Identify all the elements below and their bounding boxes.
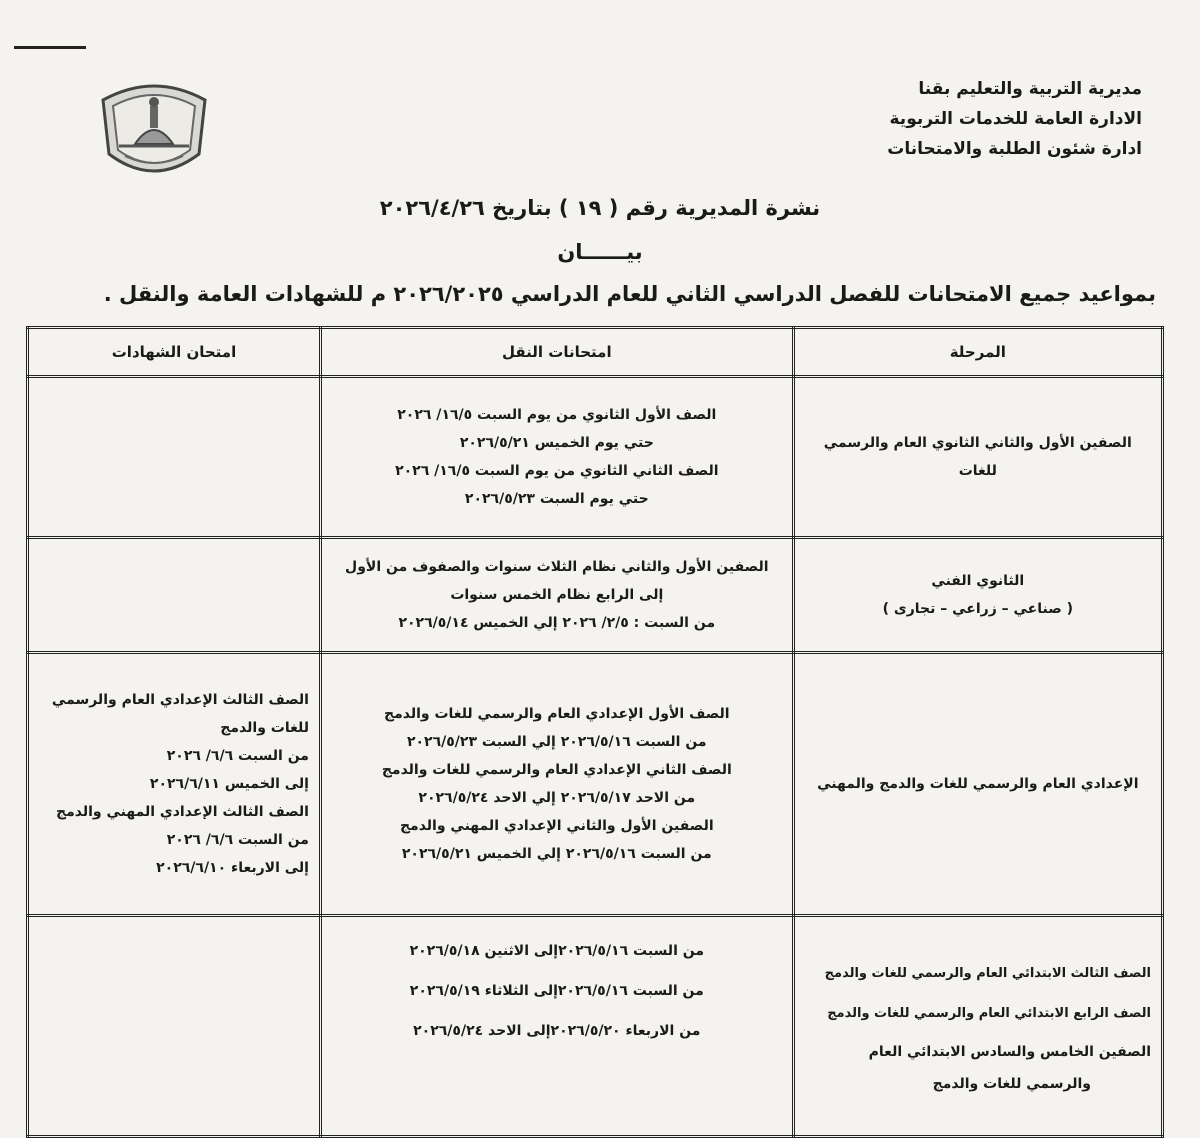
header-stage: المرحلة <box>793 328 1162 377</box>
table-row <box>28 916 1163 1137</box>
transfer-line: الصفين الأول والثاني الإعدادي المهني والدمج <box>399 818 714 834</box>
transfer-line: من السبت : ٢/٥/ ٢٠٢٦ إلي الخميس ٢٠٢٦/٥/١٤ <box>398 615 716 631</box>
transfer-cell <box>320 538 793 653</box>
table-header-row <box>28 328 1163 377</box>
transfer-line: الصف الثاني الإعدادي العام والرسمي للغات والدمج <box>381 762 732 778</box>
certificate-line: الصف الثالث الإعدادي المهني والدمج <box>56 804 309 820</box>
stage-line: للغات <box>958 463 997 479</box>
transfer-line: من السبت ٢٠٢٦/٥/١٦ إلي الخميس ٢٠٢٦/٥/٢١ <box>401 846 712 862</box>
transfer-line: الصف الأول الثانوي من يوم السبت ١٦/٥/ ٢٠٢٦ <box>397 407 717 423</box>
header-line-1: مديرية التربية والتعليم بقنا <box>918 79 1142 99</box>
stage-cell <box>793 538 1162 653</box>
stage-line: الصف الثالث الابتدائي العام والرسمي للغات والدمج <box>824 966 1151 981</box>
transfer-cell <box>320 653 793 916</box>
subject-line: بمواعيد جميع الامتحانات للفصل الدراسي الثاني للعام الدراسي ٢٠٢٦/٢٠٢٥ م للشهادات العامة والنقل . <box>103 282 1156 306</box>
transfer-line: إلى الرابع نظام الخمس سنوات <box>450 587 664 603</box>
certificate-cell-empty <box>28 538 321 653</box>
header-certificate-exams: امتحان الشهادات <box>28 328 321 377</box>
stage-line: الصفين الأول والثاني الثانوي العام والرسمي <box>823 435 1132 451</box>
certificate-cell-empty <box>28 377 321 538</box>
certificate-line: للغات والدمج <box>220 720 309 736</box>
transfer-line: من الاربعاء ٢٠٢٦/٥/٢٠إلى الاحد ٢٠٢٦/٥/٢٤ <box>413 1023 701 1039</box>
transfer-line: الصف الثاني الثانوي من يوم السبت ١٦/٥/ ٢٠٢٦ <box>395 463 719 479</box>
top-left-rule <box>14 46 86 49</box>
transfer-line: حتي يوم السبت ٢٠٢٦/٥/٢٣ <box>464 491 649 507</box>
certificate-line: الصف الثالث الإعدادي العام والرسمي <box>51 692 309 708</box>
stage-line: والرسمي للغات والدمج <box>932 1076 1091 1092</box>
transfer-cell <box>320 377 793 538</box>
transfer-line: من السبت ٢٠٢٦/٥/١٦ إلي السبت ٢٠٢٦/٥/٢٣ <box>406 734 707 750</box>
certificate-cell <box>28 653 321 916</box>
ministry-emblem-logo <box>95 66 213 186</box>
stage-line: الصفين الخامس والسادس الابتدائي العام <box>868 1044 1151 1060</box>
certificate-line: إلى الخميس ٢٠٢٦/٦/١١ <box>149 776 309 792</box>
certificate-line: من السبت ٦/٦/ ٢٠٢٦ <box>166 832 309 848</box>
transfer-line: حتي يوم الخميس ٢٠٢٦/٥/٢١ <box>459 435 654 451</box>
header-line-3: ادارة شئون الطلبة والامتحانات <box>887 139 1142 159</box>
certificate-line: إلى الاربعاء ٢٠٢٦/٦/١٠ <box>156 860 309 876</box>
bulletin-title: نشرة المديرية رقم ( ١٩ ) بتاريخ ٢٠٢٦/٤/٢٦ <box>379 196 821 220</box>
transfer-line: الصف الأول الإعدادي العام والرسمي للغات والدمج <box>384 706 730 722</box>
header-line-2: الادارة العامة للخدمات التربوية <box>889 109 1142 129</box>
table-row <box>28 377 1163 538</box>
certificate-cell-empty <box>28 916 321 1137</box>
certificate-line: من السبت ٦/٦/ ٢٠٢٦ <box>166 748 309 764</box>
transfer-line: من الاحد ٢٠٢٦/٥/١٧ إلي الاحد ٢٠٢٦/٥/٢٤ <box>418 790 696 806</box>
table-row <box>28 653 1163 916</box>
stage-cell <box>793 653 1162 916</box>
header-transfer-exams: امتحانات النقل <box>320 328 793 377</box>
stage-line: الثانوي الفني <box>931 573 1025 589</box>
table-row <box>28 538 1163 653</box>
transfer-line: الصفين الأول والثاني نظام الثلاث سنوات والصفوف من الأول <box>345 559 769 575</box>
transfer-cell <box>320 916 793 1137</box>
transfer-line: من السبت ٢٠٢٦/٥/١٦إلى الثلاثاء ٢٠٢٦/٥/١٩ <box>409 983 704 999</box>
stage-cell <box>793 916 1162 1137</box>
letterhead <box>887 74 1142 164</box>
stage-cell <box>793 377 1162 538</box>
exam-schedule-table <box>26 326 1164 1138</box>
transfer-line: من السبت ٢٠٢٦/٥/١٦إلى الاثنين ٢٠٢٦/٥/١٨ <box>409 943 705 959</box>
stage-line: الصف الرابع الابتدائي العام والرسمي للغات والدمج <box>827 1006 1151 1021</box>
statement-title: بيــــــان <box>557 240 643 264</box>
stage-line: الإعدادي العام والرسمي للغات والدمج والمهني <box>817 776 1139 792</box>
stage-line: ( صناعي – زراعي – تجارى ) <box>882 601 1074 617</box>
